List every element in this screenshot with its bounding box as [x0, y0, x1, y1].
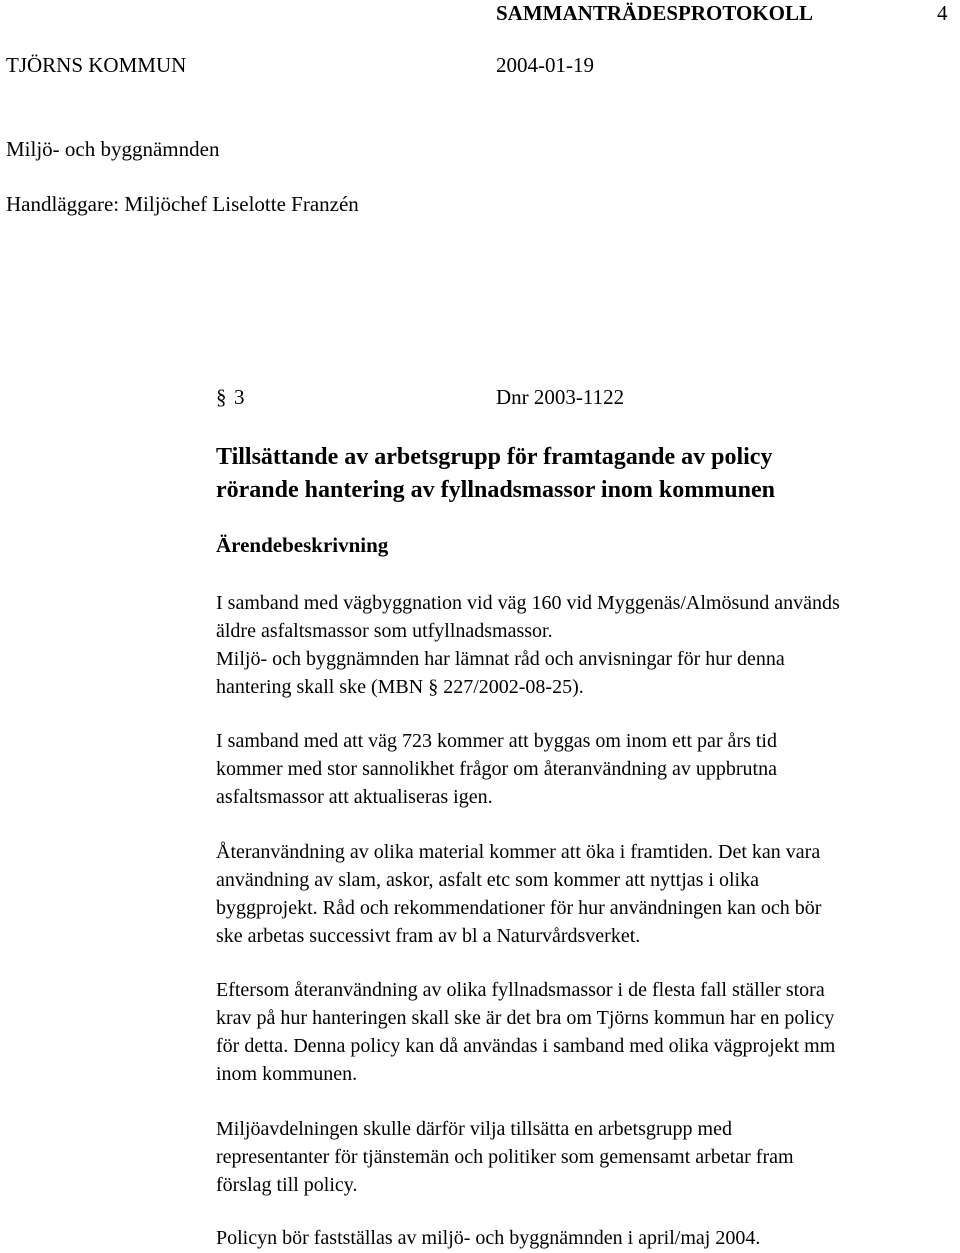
- body-paragraph: [216, 838, 956, 950]
- paragraph-line: ske arbetas successivt fram av bl a Naturvårdsverket.: [216, 925, 641, 947]
- body-paragraph: [216, 1115, 956, 1199]
- paragraph-line: representanter för tjänstemän och politiker som gemensamt arbetar fram: [216, 1146, 794, 1168]
- case-title: [216, 441, 936, 507]
- paragraph-line: äldre asfaltsmassor som utfyllnadsmassor.: [216, 620, 553, 642]
- paragraph-line: förslag till policy.: [216, 1174, 358, 1196]
- body-paragraph: [216, 589, 956, 701]
- paragraph-line: användning av slam, askor, asfalt etc som kommer att nyttjas i olika: [216, 869, 759, 891]
- section-symbol: §: [216, 385, 227, 409]
- section-number: 3: [234, 385, 245, 409]
- paragraph-line: asfaltsmassor att aktualiseras igen.: [216, 786, 493, 808]
- paragraph-line: Återanvändning av olika material kommer att öka i framtiden. Det kan vara: [216, 841, 821, 863]
- paragraph-line: inom kommunen.: [216, 1063, 358, 1085]
- committee-name: Miljö- och byggnämnden: [6, 137, 220, 161]
- paragraph-line: Miljöavdelningen skulle därför vilja tillsätta en arbetsgrupp med: [216, 1118, 732, 1140]
- case-handler: Handläggare: Miljöchef Liselotte Franzén: [6, 192, 359, 216]
- paragraph-line: I samband med vägbyggnation vid väg 160 vid Myggenäs/Almösund används: [216, 592, 840, 614]
- meeting-date: 2004-01-19: [496, 53, 594, 77]
- paragraph-line: Eftersom återanvändning av olika fyllnadsmassor i de flesta fall ställer stora: [216, 979, 825, 1001]
- paragraph-line: I samband med att väg 723 kommer att byggas om inom ett par års tid: [216, 730, 777, 752]
- municipality-name: TJÖRNS KOMMUN: [6, 53, 187, 77]
- case-title-line: rörande hantering av fyllnadsmassor inom kommunen: [216, 477, 775, 503]
- case-description-heading: Ärendebeskrivning: [216, 533, 389, 557]
- paragraph-line: hantering skall ske (MBN § 227/2002-08-25).: [216, 676, 584, 698]
- paragraph-line: kommer med stor sannolikhet frågor om återanvändning av uppbrutna: [216, 758, 777, 780]
- paragraph-line: för detta. Denna policy kan då användas i samband med olika vägprojekt mm: [216, 1035, 836, 1057]
- paragraph-line: Policyn bör fastställas av miljö- och byggnämnden i april/maj 2004.: [216, 1227, 761, 1249]
- paragraph-line: Miljö- och byggnämnden har lämnat råd och anvisningar för hur denna: [216, 648, 785, 670]
- body-paragraph: [216, 727, 956, 811]
- case-title-line: Tillsättande av arbetsgrupp för framtagande av policy: [216, 444, 773, 470]
- diary-number: Dnr 2003-1122: [496, 385, 625, 409]
- protocol-title: SAMMANTRÄDESPROTOKOLL: [496, 1, 813, 25]
- paragraph-line: krav på hur hanteringen skall ske är det bra om Tjörns kommun har en policy: [216, 1007, 835, 1029]
- paragraph-line: byggprojekt. Råd och rekommendationer för hur användningen kan och bör: [216, 897, 822, 919]
- page-number: 4: [937, 1, 948, 25]
- body-paragraph: [216, 1224, 956, 1252]
- body-paragraph: [216, 976, 956, 1088]
- section-reference: [216, 385, 916, 411]
